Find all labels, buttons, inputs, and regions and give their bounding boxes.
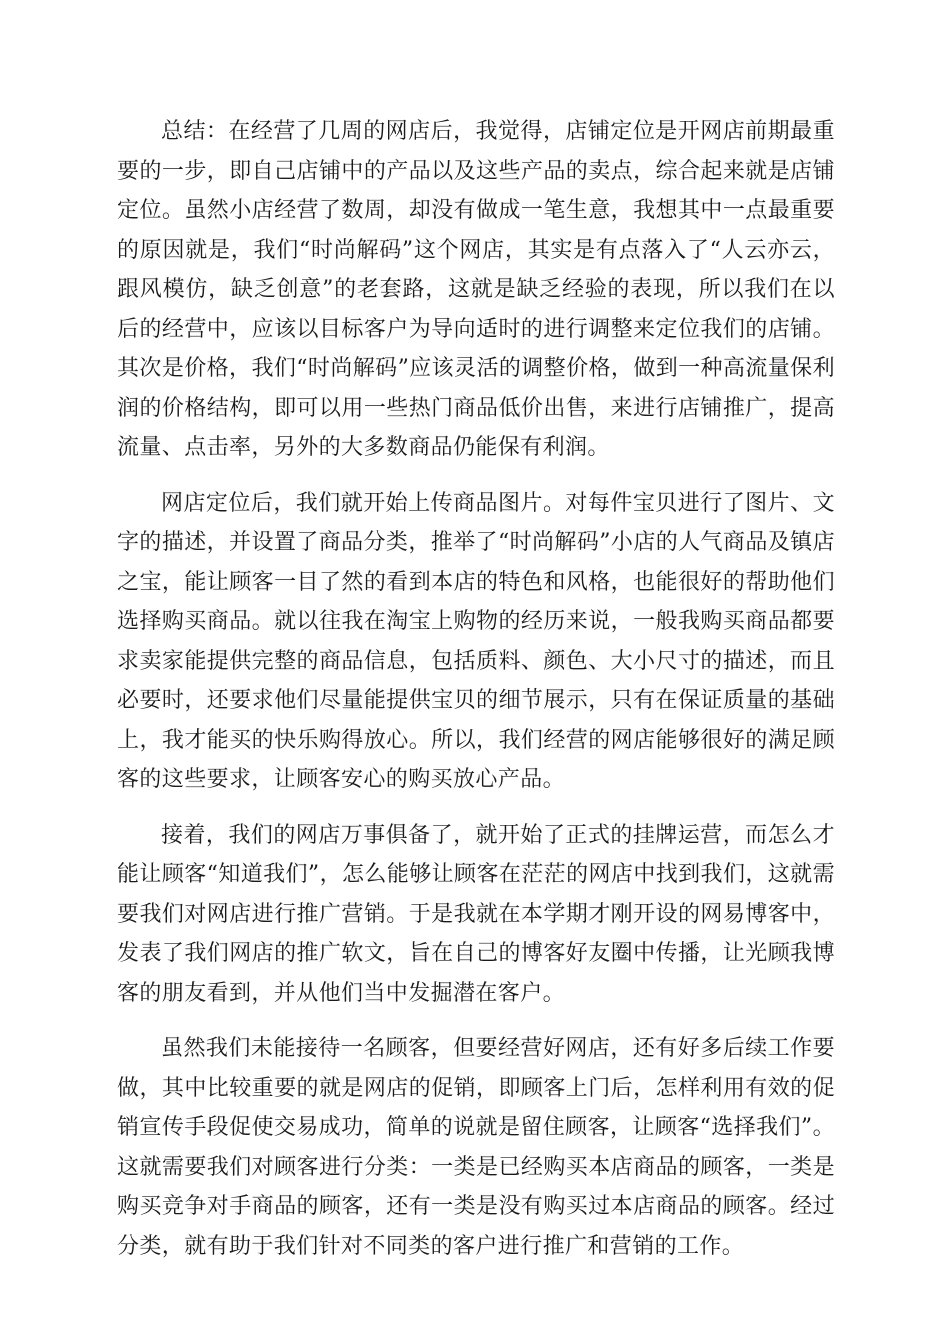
paragraph-customer-classification: 虽然我们未能接待一名顾客，但要经营好网店，还有好多后续工作要做，其中比较重要的就是网店的促销，即顾客上门后，怎样利用有效的促销宣传手段促使交易成功，简单的说就是留住顾客，让顾客“选择我们”。这就需要我们对顾客进行分类：一类是已经购买本店商品的顾客，一类是购买竞争对手商品的顾客，还有一类是没有购买过本店商品的顾客。经过分类，就有助于我们针对不同类的客户进行推广和营销的工作。 bbox=[117, 1036, 835, 1259]
paragraph-promotion: 接着，我们的网店万事俱备了，就开始了正式的挂牌运营，而怎么才能让顾客“知道我们”，怎么能够让顾客在茫茫的网店中找到我们，这就需要我们对网店进行推广营销。于是我就在本学期才刚开设的网易博客中，发表了我们网店的推广软文，旨在自己的博客好友圈中传播，让光顾我博客的朋友看到，并从他们当中发掘潜在客户。 bbox=[117, 822, 835, 1006]
paragraph-product-upload: 网店定位后，我们就开始上传商品图片。对每件宝贝进行了图片、文字的描述，并设置了商品分类，推举了“时尚解码”小店的人气商品及镇店之宝，能让顾客一目了然的看到本店的特色和风格，也能很好的帮助他们选择购买商品。就以往我在淘宝上购物的经历来说，一般我购买商品都要求卖家能提供完整的商品信息，包括质料、颜色、大小尺寸的描述，而且必要时，还要求他们尽量能提供宝贝的细节展示，只有在保证质量的基础上，我才能买的快乐购得放心。所以，我们经营的网店能够很好的满足顾客的这些要求，让顾客安心的购买放心产品。 bbox=[117, 490, 835, 792]
document-body bbox=[117, 112, 835, 1266]
paragraph-summary: 总结：在经营了几周的网店后，我觉得，店铺定位是开网店前期最重要的一步，即自己店铺中的产品以及这些产品的卖点，综合起来就是店铺定位。虽然小店经营了数周，却没有做成一笔生意，我想其中一点最重要的原因就是，我们“时尚解码”这个网店，其实是有点落入了“人云亦云，跟风模仿，缺乏创意”的老套路，这就是缺乏经验的表现，所以我们在以后的经营中，应该以目标客户为导向适时的进行调整来定位我们的店铺。其次是价格，我们“时尚解码”应该灵活的调整价格，做到一种高流量保利润的价格结构，即可以用一些热门商品低价出售，来进行店铺推广，提高流量、点击率，另外的大多数商品仍能保有利润。 bbox=[117, 119, 835, 460]
